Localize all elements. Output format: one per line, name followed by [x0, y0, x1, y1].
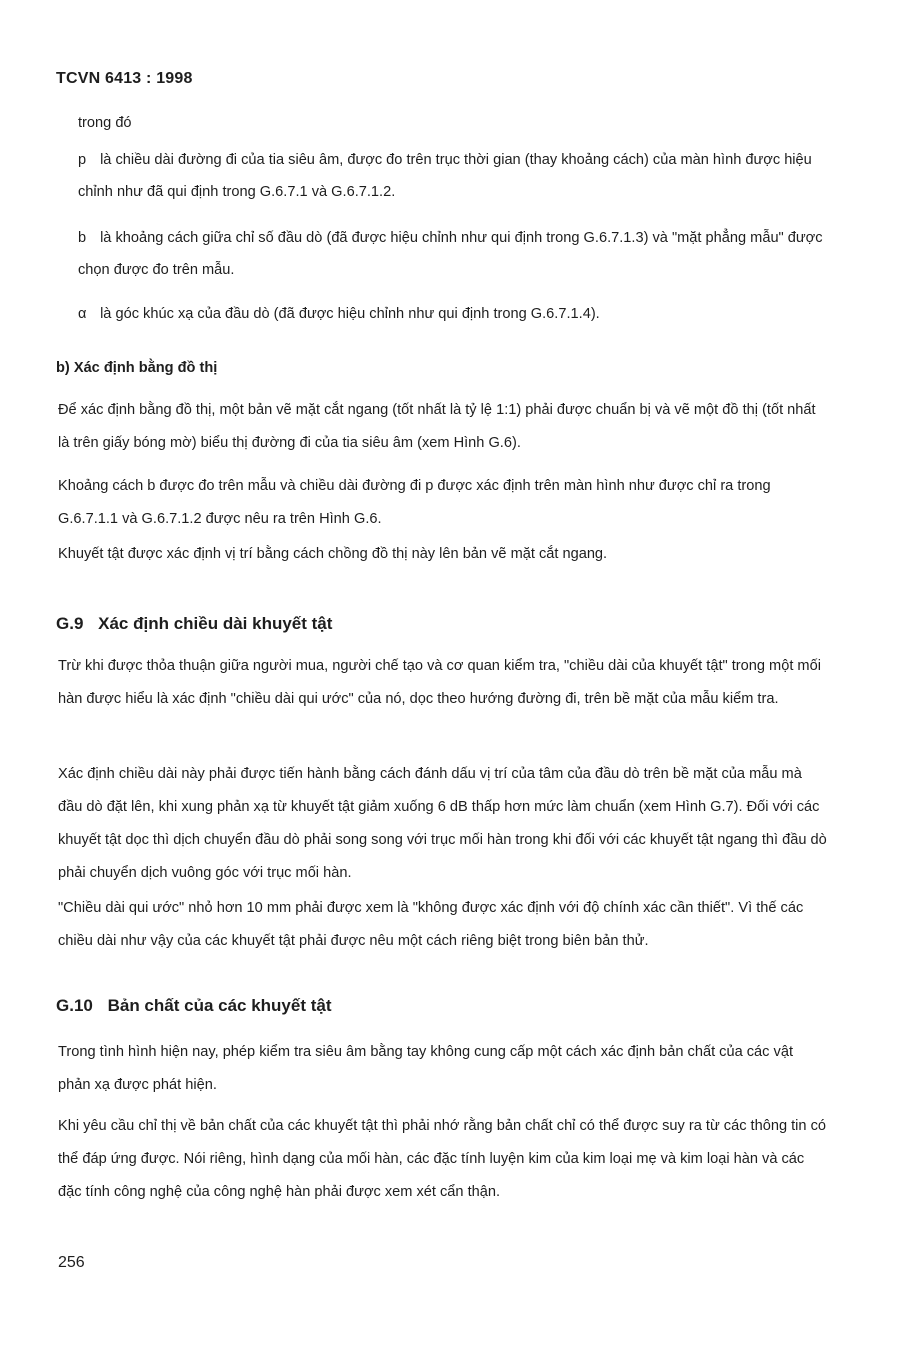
intro-text: trong đó: [78, 115, 132, 131]
section-g10-paragraph: Khi yêu cầu chỉ thị về bản chất của các khuyết tật thì phải nhớ rằng bản chất chỉ có thể được suy ra từ các thông tin có thể đáp ứng được. Nói riêng, hình dạng của mối hàn, các đặc tính luyện kim của kim loại mẹ và kim loại hàn và các đặc tính công nghệ của công nghệ hàn phải được xem xét cẩn thận.: [58, 1118, 826, 1200]
definition-symbol: α: [78, 306, 87, 322]
section-g10-heading: [56, 996, 332, 1016]
standard-code: TCVN 6413 : 1998: [56, 70, 193, 87]
section-title: Bản chất của các khuyết tật: [107, 996, 332, 1015]
section-g9-paragraph: "Chiều dài qui ước" nhỏ hơn 10 mm phải được xem là "không được xác định với độ chính xác cần thiết". Vì thế các chiều dài như vậy của các khuyết tật phải được nêu một cách riêng biệt trong biên bản thử.: [58, 900, 804, 949]
definition-symbol: b: [78, 230, 87, 246]
definition-text: là khoảng cách giữa chỉ số đầu dò (đã được hiệu chỉnh như qui định trong G.6.7.1.3) và "mặt phẳng mẫu" được chọn được đo trên mẫu.: [78, 230, 823, 278]
definition-symbol: p: [78, 152, 87, 168]
section-number: G.10: [56, 996, 93, 1015]
subsection-b-heading: b) Xác định bằng đồ thị: [56, 360, 218, 376]
section-g9-paragraph: Xác định chiều dài này phải được tiến hành bằng cách đánh dấu vị trí của tâm của đầu dò trên bề mặt của mẫu mà đầu dò đặt lên, khi xung phản xạ từ khuyết tật giảm xuống 6 dB thấp hơn mức làm chuẩn (xem Hình G.7). Đối với các khuyết tật dọc thì dịch chuyển đầu dò phải song song với trục mối hàn trong khi đối với các khuyết tật ngang thì đầu dò phải chuyển dịch vuông góc với trục mối hàn.: [58, 766, 827, 881]
definition-b: [78, 222, 838, 286]
definition-p: [78, 144, 838, 208]
definition-text: là góc khúc xạ của đầu dò (đã được hiệu chỉnh như qui định trong G.6.7.1.4).: [100, 306, 600, 322]
definition-alpha: [78, 298, 838, 330]
definition-text: là chiều dài đường đi của tia siêu âm, được đo trên trục thời gian (thay khoảng cách) của màn hình được hiệu chỉnh như đã qui định trong G.6.7.1 và G.6.7.1.2.: [78, 152, 812, 200]
section-number: G.9: [56, 614, 84, 633]
subsection-b-paragraph: Khoảng cách b được đo trên mẫu và chiều dài đường đi p được xác định trên màn hình như được chỉ ra trong G.6.7.1.1 và G.6.7.1.2 được nêu ra trên Hình G.6.: [58, 478, 771, 527]
subsection-b-paragraph: Để xác định bằng đồ thị, một bản vẽ mặt cắt ngang (tốt nhất là tỷ lệ 1:1) phải được chuẩn bị và vẽ một đồ thị (tốt nhất là trên giấy bóng mờ) biểu thị đường đi của tia siêu âm (xem Hình G.6).: [58, 402, 816, 451]
section-title: Xác định chiều dài khuyết tật: [98, 614, 333, 633]
section-g9-heading: [56, 614, 332, 634]
subsection-b-paragraph: Khuyết tật được xác định vị trí bằng cách chồng đồ thị này lên bản vẽ mặt cắt ngang.: [58, 546, 608, 562]
section-g9-paragraph: Trừ khi được thỏa thuận giữa người mua, người chế tạo và cơ quan kiểm tra, "chiều dài của khuyết tật" trong một mối hàn được hiểu là xác định "chiều dài qui ước" của nó, dọc theo hướng đường đi, trên bề mặt của mẫu kiểm tra.: [58, 658, 821, 707]
section-g10-paragraph: Trong tình hình hiện nay, phép kiểm tra siêu âm bằng tay không cung cấp một cách xác định bản chất của các vật phản xạ được phát hiện.: [58, 1044, 793, 1093]
page-number: 256: [58, 1254, 85, 1271]
